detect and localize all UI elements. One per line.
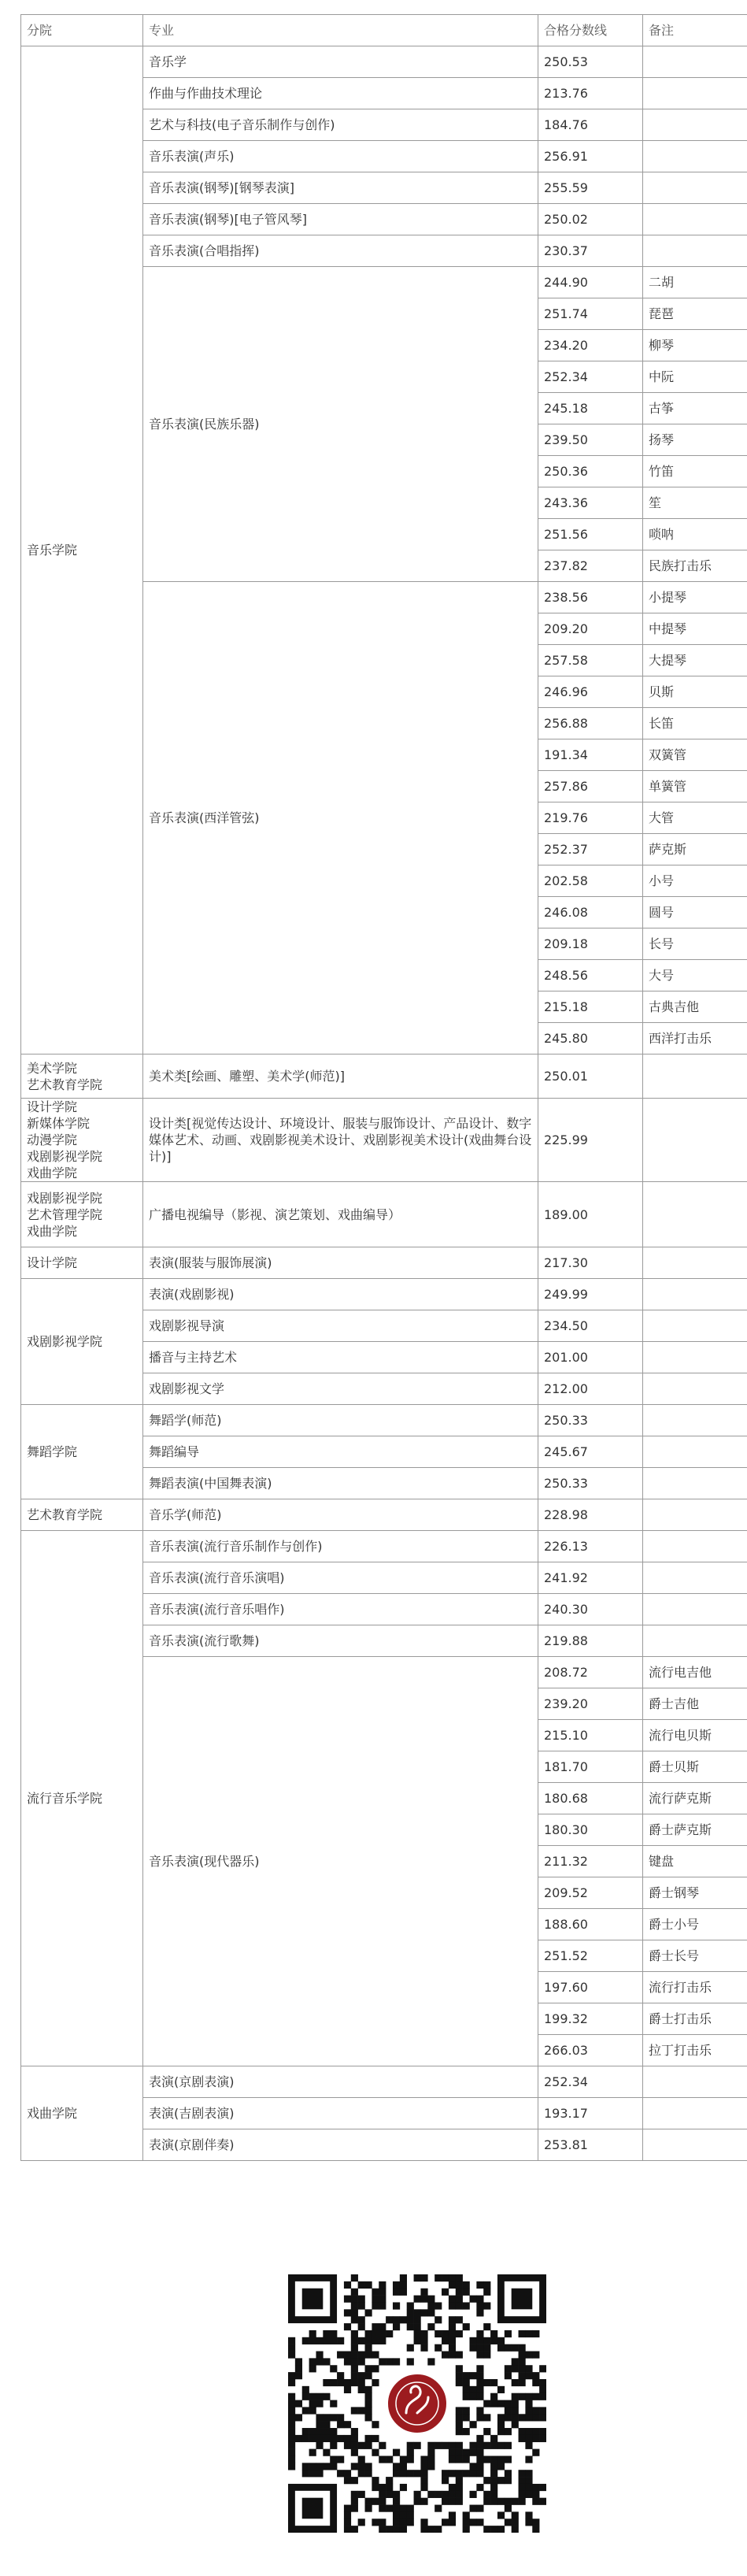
college-cell: 艺术教育学院: [21, 1499, 143, 1531]
major-cell: 戏剧影视文学: [143, 1373, 538, 1405]
score-cell: 253.81: [538, 2129, 643, 2161]
score-cell: 211.32: [538, 1846, 643, 1877]
note-cell: 爵士小号: [643, 1909, 747, 1940]
note-cell: [643, 1099, 747, 1182]
qr-code: [288, 2274, 546, 2533]
score-cell: 215.10: [538, 1720, 643, 1751]
note-cell: [643, 1531, 747, 1562]
score-cell: 243.36: [538, 487, 643, 519]
score-cell: 252.37: [538, 834, 643, 865]
major-cell: 音乐表演(钢琴)[钢琴表演]: [143, 172, 538, 204]
note-cell: 爵士打击乐: [643, 2003, 747, 2035]
table-row: [21, 1499, 747, 1531]
note-cell: 中阮: [643, 361, 747, 393]
table-body: [21, 46, 747, 2161]
score-cell: 252.34: [538, 361, 643, 393]
score-cell: 219.88: [538, 1625, 643, 1657]
score-cell: 241.92: [538, 1562, 643, 1594]
score-cell: 180.30: [538, 1814, 643, 1846]
table-row: [21, 1182, 747, 1247]
note-cell: 中提琴: [643, 613, 747, 645]
header-score: 合格分数线: [538, 15, 643, 46]
note-cell: 琵琶: [643, 298, 747, 330]
note-cell: [643, 172, 747, 204]
score-cell: 230.37: [538, 235, 643, 267]
college-cell: 舞蹈学院: [21, 1405, 143, 1499]
major-cell: 舞蹈表演(中国舞表演): [143, 1468, 538, 1499]
score-cell: 217.30: [538, 1247, 643, 1279]
table-row: [21, 46, 747, 78]
college-cell: 设计学院 新媒体学院 动漫学院 戏剧影视学院 戏曲学院: [21, 1099, 143, 1182]
score-cell: 244.90: [538, 267, 643, 298]
note-cell: [643, 235, 747, 267]
note-cell: 双簧管: [643, 739, 747, 771]
major-cell: 表演(京剧表演): [143, 2066, 538, 2098]
score-cell: 193.17: [538, 2098, 643, 2129]
college-cell: 戏剧影视学院: [21, 1279, 143, 1405]
score-cell: 246.96: [538, 676, 643, 708]
score-cell: 256.88: [538, 708, 643, 739]
note-cell: 爵士吉他: [643, 1688, 747, 1720]
major-cell: 表演(服装与服饰展演): [143, 1247, 538, 1279]
major-cell: 表演(京剧伴奏): [143, 2129, 538, 2161]
note-cell: 小提琴: [643, 582, 747, 613]
major-cell: 音乐表演(流行音乐唱作): [143, 1594, 538, 1625]
note-cell: 圆号: [643, 897, 747, 928]
score-cell: 250.01: [538, 1054, 643, 1099]
note-cell: [643, 46, 747, 78]
note-cell: [643, 1499, 747, 1531]
table-row: [21, 1099, 747, 1182]
score-cell: 255.59: [538, 172, 643, 204]
college-cell: 戏曲学院: [21, 2066, 143, 2161]
note-cell: 长号: [643, 928, 747, 960]
score-cell: 184.76: [538, 109, 643, 141]
major-cell: 音乐表演(流行歌舞): [143, 1625, 538, 1657]
score-cell: 250.33: [538, 1405, 643, 1436]
note-cell: 爵士钢琴: [643, 1877, 747, 1909]
score-cell: 245.80: [538, 1023, 643, 1054]
college-cell: 音乐学院: [21, 46, 143, 1054]
note-cell: [643, 1182, 747, 1247]
note-cell: 扬琴: [643, 424, 747, 456]
college-cell: 戏剧影视学院 艺术管理学院 戏曲学院: [21, 1182, 143, 1247]
note-cell: 竹笛: [643, 456, 747, 487]
note-cell: 长笛: [643, 708, 747, 739]
note-cell: 流行电贝斯: [643, 1720, 747, 1751]
score-cell: 202.58: [538, 865, 643, 897]
score-cell: 250.33: [538, 1468, 643, 1499]
table-row: [21, 1531, 747, 1562]
note-cell: [643, 1594, 747, 1625]
note-cell: 流行电吉他: [643, 1657, 747, 1688]
score-cell: 245.18: [538, 393, 643, 424]
table-row: [21, 1279, 747, 1310]
note-cell: 柳琴: [643, 330, 747, 361]
header-note: 备注: [643, 15, 747, 46]
note-cell: [643, 1310, 747, 1342]
score-cell: 209.18: [538, 928, 643, 960]
major-cell: 音乐表演(民族乐器): [143, 267, 538, 582]
major-cell: 播音与主持艺术: [143, 1342, 538, 1373]
note-cell: 西洋打击乐: [643, 1023, 747, 1054]
major-cell: 音乐学: [143, 46, 538, 78]
note-cell: 古筝: [643, 393, 747, 424]
note-cell: [643, 2098, 747, 2129]
score-cell: 251.74: [538, 298, 643, 330]
major-cell: 戏剧影视导演: [143, 1310, 538, 1342]
major-cell: 表演(戏剧影视): [143, 1279, 538, 1310]
note-cell: [643, 204, 747, 235]
score-cell: 250.53: [538, 46, 643, 78]
major-cell: 舞蹈学(师范): [143, 1405, 538, 1436]
note-cell: [643, 1279, 747, 1310]
college-cell: 设计学院: [21, 1247, 143, 1279]
major-cell: 音乐表演(钢琴)[电子管风琴]: [143, 204, 538, 235]
note-cell: [643, 109, 747, 141]
score-cell: 234.50: [538, 1310, 643, 1342]
score-cell: 215.18: [538, 991, 643, 1023]
note-cell: 爵士长号: [643, 1940, 747, 1972]
note-cell: 贝斯: [643, 676, 747, 708]
score-cell: 252.34: [538, 2066, 643, 2098]
major-cell: 音乐学(师范): [143, 1499, 538, 1531]
score-cell: 225.99: [538, 1099, 643, 1182]
score-cell: 188.60: [538, 1909, 643, 1940]
score-cell: 189.00: [538, 1182, 643, 1247]
major-cell: 音乐表演(现代器乐): [143, 1657, 538, 2066]
score-cell: 199.32: [538, 2003, 643, 2035]
score-cell: 245.67: [538, 1436, 643, 1468]
college-cell: 美术学院 艺术教育学院: [21, 1054, 143, 1099]
score-cell: 212.00: [538, 1373, 643, 1405]
score-cell: 197.60: [538, 1972, 643, 2003]
score-cell: 213.76: [538, 78, 643, 109]
note-cell: 古典吉他: [643, 991, 747, 1023]
score-cell: 191.34: [538, 739, 643, 771]
note-cell: 唢呐: [643, 519, 747, 550]
note-cell: [643, 1342, 747, 1373]
header-college: 分院: [21, 15, 143, 46]
score-cell: 250.02: [538, 204, 643, 235]
note-cell: 爵士贝斯: [643, 1751, 747, 1783]
score-cell: 250.36: [538, 456, 643, 487]
note-cell: 笙: [643, 487, 747, 519]
score-cell: 209.52: [538, 1877, 643, 1909]
score-cell: 226.13: [538, 1531, 643, 1562]
note-cell: [643, 78, 747, 109]
score-cell: 251.52: [538, 1940, 643, 1972]
major-cell: 表演(吉剧表演): [143, 2098, 538, 2129]
college-cell: 流行音乐学院: [21, 1531, 143, 2066]
major-cell: 音乐表演(声乐): [143, 141, 538, 172]
score-cell: 201.00: [538, 1342, 643, 1373]
note-cell: 拉丁打击乐: [643, 2035, 747, 2066]
score-cell: 256.91: [538, 141, 643, 172]
score-cell: 239.20: [538, 1688, 643, 1720]
major-cell: 舞蹈编导: [143, 1436, 538, 1468]
major-cell: 美术类[绘画、雕塑、美术学(师范)]: [143, 1054, 538, 1099]
score-cell: 249.99: [538, 1279, 643, 1310]
score-cell: 219.76: [538, 802, 643, 834]
note-cell: 流行打击乐: [643, 1972, 747, 2003]
table-header-row: [21, 15, 747, 46]
admission-score-table: [20, 14, 747, 2161]
note-cell: [643, 1625, 747, 1657]
major-cell: 作曲与作曲技术理论: [143, 78, 538, 109]
note-cell: 小号: [643, 865, 747, 897]
note-cell: 单簧管: [643, 771, 747, 802]
major-cell: 音乐表演(流行音乐制作与创作): [143, 1531, 538, 1562]
score-cell: 234.20: [538, 330, 643, 361]
score-cell: 246.08: [538, 897, 643, 928]
header-major: 专业: [143, 15, 538, 46]
note-cell: [643, 1562, 747, 1594]
qr-code-icon: [288, 2274, 546, 2533]
note-cell: 大管: [643, 802, 747, 834]
score-cell: 240.30: [538, 1594, 643, 1625]
note-cell: 大号: [643, 960, 747, 991]
note-cell: 流行萨克斯: [643, 1783, 747, 1814]
note-cell: 民族打击乐: [643, 550, 747, 582]
table-row: [21, 2066, 747, 2098]
note-cell: [643, 141, 747, 172]
major-cell: 艺术与科技(电子音乐制作与创作): [143, 109, 538, 141]
score-cell: 180.68: [538, 1783, 643, 1814]
score-cell: 251.56: [538, 519, 643, 550]
note-cell: [643, 2129, 747, 2161]
score-cell: 228.98: [538, 1499, 643, 1531]
table-row: [21, 1405, 747, 1436]
major-cell: 音乐表演(流行音乐演唱): [143, 1562, 538, 1594]
note-cell: [643, 2066, 747, 2098]
note-cell: 萨克斯: [643, 834, 747, 865]
note-cell: 大提琴: [643, 645, 747, 676]
score-cell: 181.70: [538, 1751, 643, 1783]
score-cell: 248.56: [538, 960, 643, 991]
note-cell: [643, 1405, 747, 1436]
note-cell: [643, 1468, 747, 1499]
major-cell: 设计类[视觉传达设计、环境设计、服装与服饰设计、产品设计、数字媒体艺术、动画、戏剧影视美术设计、戏剧影视美术设计(戏曲舞台设计)]: [143, 1099, 538, 1182]
major-cell: 广播电视编导（影视、演艺策划、戏曲编导）: [143, 1182, 538, 1247]
note-cell: [643, 1373, 747, 1405]
major-cell: 音乐表演(合唱指挥): [143, 235, 538, 267]
table-row: [21, 1054, 747, 1099]
score-cell: 208.72: [538, 1657, 643, 1688]
major-cell: 音乐表演(西洋管弦): [143, 582, 538, 1054]
score-cell: 257.58: [538, 645, 643, 676]
score-cell: 239.50: [538, 424, 643, 456]
score-cell: 266.03: [538, 2035, 643, 2066]
note-cell: 爵士萨克斯: [643, 1814, 747, 1846]
score-cell: 237.82: [538, 550, 643, 582]
table-row: [21, 1247, 747, 1279]
note-cell: [643, 1436, 747, 1468]
note-cell: 键盘: [643, 1846, 747, 1877]
note-cell: [643, 1247, 747, 1279]
score-cell: 238.56: [538, 582, 643, 613]
note-cell: [643, 1054, 747, 1099]
score-cell: 209.20: [538, 613, 643, 645]
score-cell: 257.86: [538, 771, 643, 802]
note-cell: 二胡: [643, 267, 747, 298]
